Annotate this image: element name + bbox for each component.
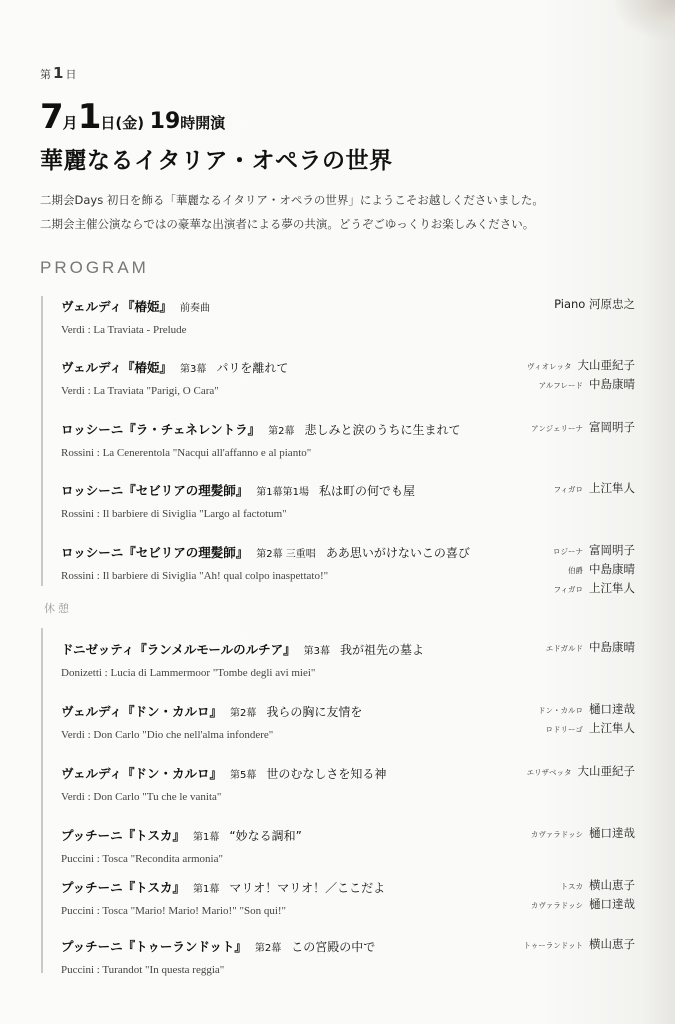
aria-title: 私は町の何でも屋 bbox=[319, 484, 416, 498]
cast-list bbox=[531, 877, 635, 915]
act-label: 第2幕 bbox=[254, 943, 282, 954]
cast-list bbox=[546, 639, 635, 658]
opera-title: ヴェルディ『ドン・カルロ』 bbox=[61, 704, 223, 719]
act-label: 第5幕 bbox=[230, 770, 257, 781]
cast-role: ロジーナ bbox=[553, 547, 583, 556]
date-line bbox=[40, 97, 225, 137]
act-label: 第1幕 bbox=[193, 832, 220, 843]
weekday: (金) bbox=[115, 114, 145, 132]
program-heading: PROGRAM bbox=[40, 258, 149, 277]
page-corner-shadow bbox=[615, 0, 675, 40]
performer-name: Piano 河原忠之 bbox=[554, 297, 635, 311]
work-title-en: Puccini : Tosca "Mario! Mario! Mario!" "Son qui!" bbox=[61, 905, 287, 917]
cast-list bbox=[538, 701, 635, 739]
performer-name: 大山亜紀子 bbox=[577, 764, 635, 778]
work-title-en: Donizetti : Lucia di Lammermoor "Tombe degli avi miei" bbox=[61, 667, 316, 679]
cast-list bbox=[531, 419, 635, 438]
cast-role: フィガロ bbox=[553, 485, 583, 494]
aria-title: この宮殿の中で bbox=[291, 940, 376, 954]
cast-row bbox=[553, 542, 635, 561]
performer-name: 上江隼人 bbox=[589, 721, 635, 735]
cast-role: カヴァラドッシ bbox=[530, 901, 583, 910]
cast-row bbox=[554, 480, 635, 499]
cast-row bbox=[531, 825, 635, 844]
cast-row bbox=[527, 763, 635, 782]
cast-list bbox=[531, 825, 635, 844]
work-title-en: Puccini : Turandot "In questa reggia" bbox=[61, 964, 225, 976]
cast-list bbox=[527, 357, 635, 395]
cast-row bbox=[553, 561, 635, 580]
performer-name: 上江隼人 bbox=[589, 481, 635, 495]
cast-role: ヴィオレッタ bbox=[527, 362, 572, 371]
performer-name: 樋口達哉 bbox=[589, 897, 635, 911]
intro-line-2: 二期会主催公演ならではの豪華な出演者による夢の共演。どうぞごゆっくりお楽しみください。 bbox=[40, 217, 535, 231]
work-title-en: Rossini : La Cenerentola "Nacqui all'affanno e al pianto" bbox=[61, 447, 312, 459]
work-title-jp bbox=[61, 297, 631, 315]
aria-title: 我が祖先の墓よ bbox=[340, 643, 425, 657]
cast-row bbox=[527, 357, 635, 376]
cast-role: 伯爵 bbox=[568, 566, 583, 575]
performer-name: 中島康晴 bbox=[589, 377, 635, 391]
cast-role: エドガルド bbox=[545, 644, 583, 653]
opera-title: ヴェルディ『ドン・カルロ』 bbox=[61, 766, 223, 781]
cast-role: フィガロ bbox=[553, 585, 583, 594]
intro-line-1: 二期会Days 初日を飾る「華麗なるイタリア・オペラの世界」にようこそお越しくださいました。 bbox=[40, 193, 544, 207]
cast-row bbox=[546, 639, 635, 658]
program-divider-second-half bbox=[41, 628, 43, 973]
program-divider-first-half bbox=[41, 296, 43, 586]
performer-name: 中島康晴 bbox=[589, 640, 635, 654]
cast-row bbox=[538, 720, 635, 739]
opera-title: ドニゼッティ『ランメルモールのルチア』 bbox=[61, 642, 296, 657]
cast-list bbox=[527, 763, 635, 782]
opera-title: プッチーニ『トスカ』 bbox=[61, 828, 186, 843]
performer-name: 富岡明子 bbox=[589, 543, 635, 557]
program-item bbox=[61, 297, 631, 336]
cast-list bbox=[553, 542, 635, 599]
work-title-en: Puccini : Tosca "Recondita armonia" bbox=[61, 853, 223, 865]
cast-row bbox=[527, 376, 635, 395]
cast-role: カヴァラドッシ bbox=[530, 830, 583, 839]
aria-title: 我らの胸に友情を bbox=[266, 705, 363, 719]
aria-title: “妙なる調和” bbox=[229, 829, 302, 843]
performer-name: 上江隼人 bbox=[589, 581, 635, 595]
work-title-en: Rossini : Il barbiere di Siviglia "Ah! qual colpo inaspettato!" bbox=[61, 570, 329, 582]
performer-name: 樋口達哉 bbox=[589, 826, 635, 840]
cast-role: アルフレード bbox=[538, 381, 583, 390]
performer-name: 横山恵子 bbox=[589, 937, 635, 951]
date-month: 7 bbox=[40, 97, 63, 137]
act-label: 第3幕 bbox=[303, 646, 331, 657]
cast-list bbox=[554, 480, 635, 499]
performer-name: 樋口達哉 bbox=[589, 702, 635, 716]
work-title-en: Verdi : Don Carlo "Tu che le vanita" bbox=[61, 791, 222, 803]
cast-row bbox=[531, 419, 635, 438]
cast-row bbox=[553, 580, 635, 599]
program-item bbox=[61, 543, 631, 582]
act-label: 第1幕第1場 bbox=[256, 487, 309, 498]
cast-role: アンジェリーナ bbox=[531, 424, 583, 433]
cast-role: ドン・カルロ bbox=[538, 706, 583, 715]
work-title-en: Verdi : Don Carlo "Dio che nell'alma infondere" bbox=[61, 729, 274, 741]
cast-role: ロドリーゴ bbox=[545, 725, 583, 734]
act-label: 第2幕 三重唱 bbox=[256, 549, 316, 560]
cast-row bbox=[538, 701, 635, 720]
work-title-en: Rossini : Il barbiere di Siviglia "Largo al factotum" bbox=[61, 508, 287, 520]
opera-title: プッチーニ『トゥーランドット』 bbox=[61, 939, 247, 954]
day-number: 1 bbox=[53, 64, 64, 82]
start-time-unit: 時開演 bbox=[180, 114, 226, 132]
start-time: 19 bbox=[149, 109, 181, 134]
aria-title: ああ思いがけないこの喜び bbox=[325, 546, 470, 560]
aria-title: 悲しみと涙のうちに生まれて bbox=[304, 423, 461, 437]
opera-title: ロッシーニ『セビリアの理髪師』 bbox=[61, 545, 249, 560]
act-label: 第1幕 bbox=[193, 884, 220, 895]
cast-row bbox=[531, 877, 635, 896]
opera-title: ヴェルディ『椿姫』 bbox=[61, 360, 173, 375]
performer-name: 大山亜紀子 bbox=[577, 358, 635, 372]
day-prefix: 第 bbox=[40, 68, 51, 81]
date-day: 1 bbox=[77, 97, 101, 137]
opera-title: ロッシーニ『セビリアの理髪師』 bbox=[61, 483, 249, 498]
date-day-unit: 日 bbox=[100, 114, 116, 132]
opera-title: ロッシーニ『ラ・チェネレントラ』 bbox=[61, 422, 261, 437]
work-title-jp bbox=[61, 481, 631, 499]
opera-title: ヴェルディ『椿姫』 bbox=[61, 299, 173, 314]
aria-title: 世のむなしさを知る神 bbox=[266, 767, 387, 781]
act-label: 第2幕 bbox=[230, 708, 257, 719]
cast-list bbox=[523, 936, 635, 955]
day-suffix: 日 bbox=[65, 68, 77, 81]
aria-title: マリオ！マリオ！／ここだよ bbox=[229, 881, 386, 895]
act-label: 第3幕 bbox=[180, 364, 207, 375]
work-title-en: Verdi : La Traviata "Parigi, O Cara" bbox=[61, 385, 219, 397]
work-title-en: Verdi : La Traviata - Prelude bbox=[61, 324, 187, 336]
cast-list bbox=[554, 296, 635, 315]
performer-name: 中島康晴 bbox=[589, 562, 635, 576]
cast-role: トスカ bbox=[560, 882, 583, 891]
day-label bbox=[40, 64, 76, 82]
act-label: 第2幕 bbox=[268, 426, 295, 437]
concert-title: 華麗なるイタリア・オペラの世界 bbox=[40, 148, 393, 174]
cast-row bbox=[531, 896, 635, 915]
program-item bbox=[61, 481, 631, 520]
act-label: 前奏曲 bbox=[180, 303, 211, 314]
aria-title: パリを離れて bbox=[216, 361, 289, 375]
cast-role: エリザベッタ bbox=[526, 768, 572, 777]
cast-role: トゥーランドット bbox=[523, 941, 583, 950]
cast-row bbox=[554, 296, 635, 315]
intermission-label: 休憩 bbox=[44, 602, 72, 615]
cast-row bbox=[523, 936, 635, 955]
performer-name: 横山恵子 bbox=[589, 878, 635, 892]
work-title-jp bbox=[61, 543, 631, 561]
opera-title: プッチーニ『トスカ』 bbox=[61, 880, 186, 895]
performer-name: 富岡明子 bbox=[589, 420, 635, 434]
date-month-unit: 月 bbox=[62, 114, 78, 132]
